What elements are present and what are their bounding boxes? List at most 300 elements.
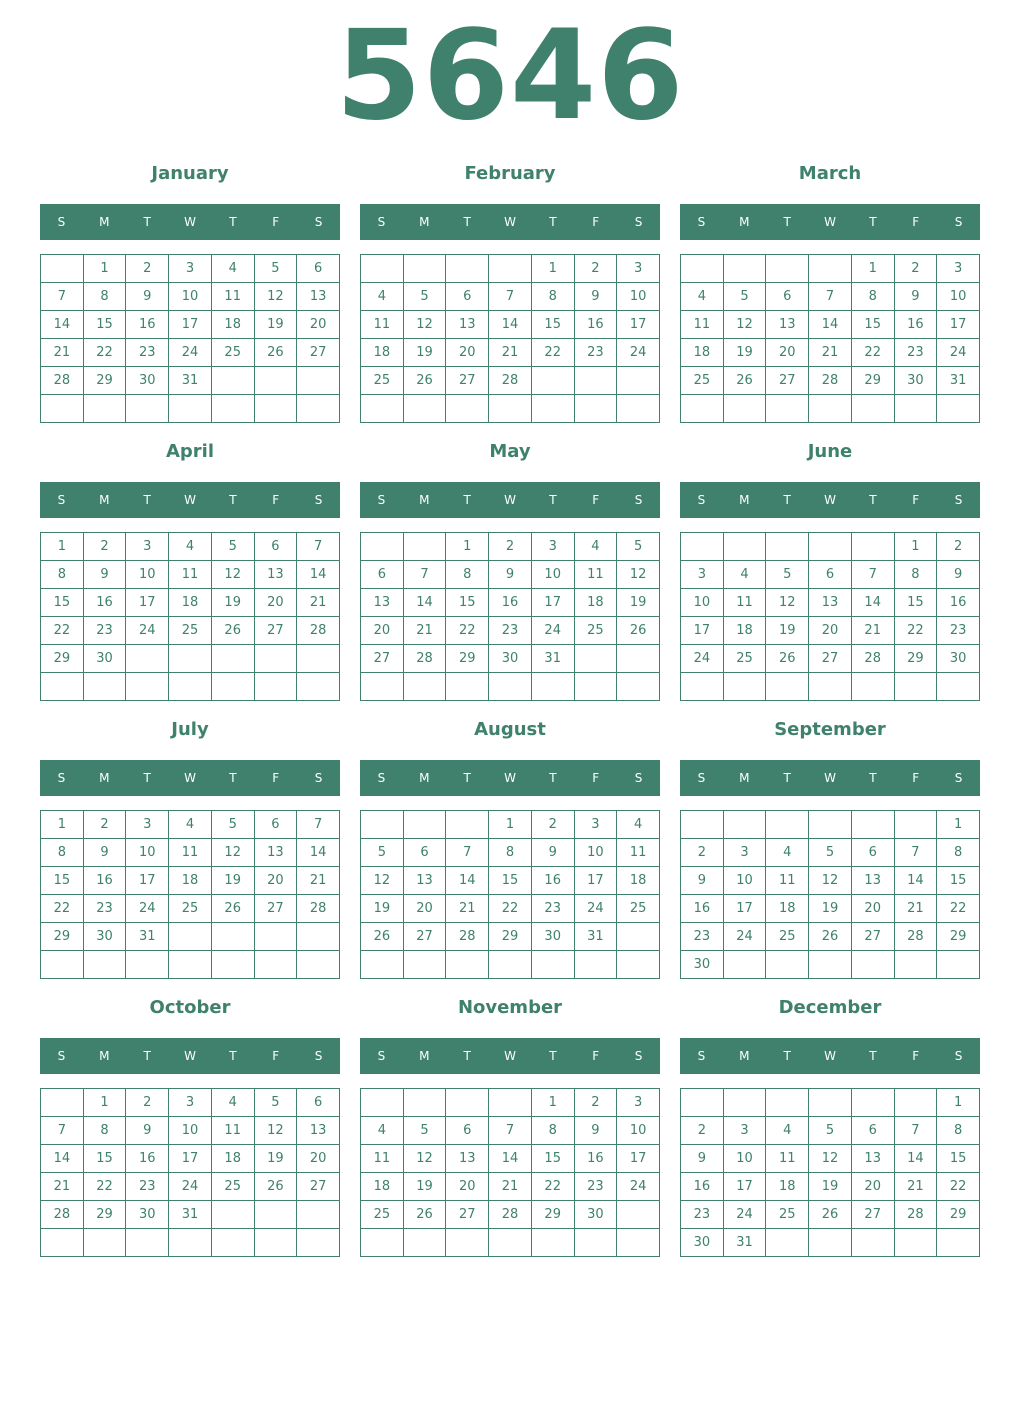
weekday-label: F (592, 771, 600, 785)
weekday-label: S (57, 215, 66, 229)
day-grid (360, 254, 660, 423)
day-cell: 30 (895, 367, 938, 395)
day-cell: 4 (766, 839, 809, 867)
day-cell (489, 395, 532, 423)
day-cell: 4 (212, 255, 255, 283)
weekday-label: T (783, 215, 791, 229)
day-cell (766, 811, 809, 839)
day-cell: 16 (575, 311, 618, 339)
day-cell: 18 (724, 617, 767, 645)
day-cell (297, 645, 340, 673)
day-cell: 30 (532, 923, 575, 951)
day-cell: 30 (681, 1229, 724, 1257)
weekday-label: M (739, 771, 750, 785)
day-cell (255, 1229, 298, 1257)
day-cell: 6 (446, 283, 489, 311)
day-cell: 13 (766, 311, 809, 339)
day-cell: 17 (617, 1145, 660, 1173)
day-cell: 29 (446, 645, 489, 673)
weekday-label: M (739, 1049, 750, 1063)
weekday-label: S (634, 493, 643, 507)
day-cell: 9 (575, 1117, 618, 1145)
month-name: July (171, 719, 209, 740)
day-cell (809, 1229, 852, 1257)
day-cell: 25 (212, 1173, 255, 1201)
month-name: September (774, 719, 886, 740)
day-cell: 17 (724, 895, 767, 923)
day-cell: 6 (404, 839, 447, 867)
day-cell (255, 645, 298, 673)
day-cell: 24 (575, 895, 618, 923)
day-cell (361, 1089, 404, 1117)
day-cell: 5 (617, 533, 660, 561)
day-cell (297, 1201, 340, 1229)
day-cell (937, 673, 980, 701)
day-cell: 25 (212, 339, 255, 367)
day-cell: 27 (255, 895, 298, 923)
day-cell: 5 (212, 811, 255, 839)
day-cell (575, 645, 618, 673)
weekday-label: T (549, 771, 557, 785)
day-cell: 8 (41, 561, 84, 589)
day-cell: 16 (489, 589, 532, 617)
day-cell (212, 673, 255, 701)
day-cell: 14 (809, 311, 852, 339)
day-cell: 23 (575, 1173, 618, 1201)
day-cell (724, 673, 767, 701)
day-cell: 30 (84, 923, 127, 951)
day-cell (404, 395, 447, 423)
day-cell: 11 (575, 561, 618, 589)
day-cell: 21 (489, 339, 532, 367)
day-cell: 9 (681, 867, 724, 895)
day-cell: 24 (724, 923, 767, 951)
day-cell (169, 1229, 212, 1257)
day-cell: 12 (766, 589, 809, 617)
weekday-label: T (869, 215, 877, 229)
month-name: February (464, 163, 556, 184)
day-cell: 25 (169, 617, 212, 645)
day-cell: 23 (681, 923, 724, 951)
day-cell (255, 673, 298, 701)
day-cell (41, 1089, 84, 1117)
day-cell (297, 673, 340, 701)
day-cell: 9 (575, 283, 618, 311)
weekday-label: S (377, 215, 386, 229)
day-cell: 24 (169, 1173, 212, 1201)
day-cell: 23 (126, 1173, 169, 1201)
day-cell (937, 1229, 980, 1257)
day-cell (617, 367, 660, 395)
weekday-label: M (99, 493, 110, 507)
weekday-label: T (549, 215, 557, 229)
day-cell: 14 (446, 867, 489, 895)
day-cell: 9 (489, 561, 532, 589)
day-cell: 8 (895, 561, 938, 589)
day-cell: 2 (84, 533, 127, 561)
day-cell: 9 (126, 1117, 169, 1145)
day-cell: 28 (895, 1201, 938, 1229)
day-cell: 23 (895, 339, 938, 367)
day-cell: 6 (297, 1089, 340, 1117)
day-cell: 16 (937, 589, 980, 617)
day-cell: 20 (852, 1173, 895, 1201)
day-cell: 19 (617, 589, 660, 617)
day-cell: 1 (895, 533, 938, 561)
day-cell: 14 (489, 311, 532, 339)
day-cell: 7 (297, 533, 340, 561)
day-cell: 13 (255, 839, 298, 867)
weekday-label: S (697, 771, 706, 785)
day-cell: 28 (446, 923, 489, 951)
day-cell: 26 (809, 1201, 852, 1229)
day-cell (809, 951, 852, 979)
month-name: December (778, 997, 882, 1018)
day-cell: 6 (361, 561, 404, 589)
day-cell: 20 (852, 895, 895, 923)
day-cell (126, 395, 169, 423)
day-cell (809, 533, 852, 561)
day-cell: 13 (297, 283, 340, 311)
month-name: October (149, 997, 231, 1018)
day-cell: 4 (361, 283, 404, 311)
day-cell (41, 951, 84, 979)
day-cell (895, 1229, 938, 1257)
day-grid (40, 810, 340, 979)
day-grid (40, 1088, 340, 1257)
year-title: 5646 (335, 4, 685, 148)
day-cell (937, 951, 980, 979)
day-cell: 5 (404, 1117, 447, 1145)
day-cell (766, 1089, 809, 1117)
day-cell: 8 (84, 1117, 127, 1145)
day-cell (255, 367, 298, 395)
day-cell: 29 (489, 923, 532, 951)
day-cell: 16 (575, 1145, 618, 1173)
weekday-label: M (99, 215, 110, 229)
day-cell: 23 (84, 895, 127, 923)
day-cell: 31 (169, 1201, 212, 1229)
day-cell: 1 (41, 811, 84, 839)
day-cell: 10 (724, 867, 767, 895)
weekday-label: S (314, 215, 323, 229)
day-cell: 20 (766, 339, 809, 367)
day-cell: 22 (489, 895, 532, 923)
day-cell: 14 (41, 311, 84, 339)
weekday-label: W (824, 1049, 836, 1063)
weekday-label: M (99, 771, 110, 785)
day-cell (617, 951, 660, 979)
day-cell: 11 (681, 311, 724, 339)
day-cell: 16 (84, 589, 127, 617)
day-cell: 2 (575, 255, 618, 283)
month-name: March (798, 163, 862, 184)
day-cell: 4 (617, 811, 660, 839)
day-cell: 6 (852, 1117, 895, 1145)
day-cell: 17 (169, 1145, 212, 1173)
day-cell: 31 (575, 923, 618, 951)
day-cell (212, 367, 255, 395)
day-grid (360, 1088, 660, 1257)
day-cell: 16 (681, 895, 724, 923)
day-cell (404, 811, 447, 839)
day-cell (446, 1089, 489, 1117)
day-cell: 15 (937, 867, 980, 895)
day-cell: 6 (446, 1117, 489, 1145)
day-cell: 8 (937, 1117, 980, 1145)
day-cell (84, 951, 127, 979)
weekday-label: T (463, 215, 471, 229)
day-cell: 16 (532, 867, 575, 895)
day-cell (361, 673, 404, 701)
day-cell: 11 (617, 839, 660, 867)
day-cell: 8 (532, 283, 575, 311)
day-cell (297, 923, 340, 951)
day-cell: 20 (404, 895, 447, 923)
weekday-label: T (783, 493, 791, 507)
day-cell: 25 (361, 1201, 404, 1229)
day-cell (766, 533, 809, 561)
day-cell: 19 (212, 867, 255, 895)
day-cell: 31 (937, 367, 980, 395)
day-cell (617, 673, 660, 701)
day-cell: 20 (297, 311, 340, 339)
day-cell: 2 (489, 533, 532, 561)
weekday-label: M (739, 493, 750, 507)
weekday-label: M (419, 1049, 430, 1063)
day-cell: 10 (681, 589, 724, 617)
day-cell: 14 (297, 561, 340, 589)
day-cell: 2 (532, 811, 575, 839)
day-cell: 2 (126, 255, 169, 283)
day-cell: 30 (126, 367, 169, 395)
day-cell: 29 (852, 367, 895, 395)
day-cell: 26 (212, 617, 255, 645)
day-cell: 13 (809, 589, 852, 617)
day-cell (532, 951, 575, 979)
day-cell: 20 (255, 867, 298, 895)
day-cell: 7 (41, 1117, 84, 1145)
weekday-header (360, 204, 660, 240)
day-cell: 31 (532, 645, 575, 673)
day-cell (41, 1229, 84, 1257)
day-cell: 10 (169, 283, 212, 311)
day-cell: 7 (404, 561, 447, 589)
day-cell (766, 255, 809, 283)
weekday-label: S (57, 1049, 66, 1063)
day-cell: 10 (126, 839, 169, 867)
day-cell: 5 (255, 255, 298, 283)
day-cell (297, 367, 340, 395)
day-cell: 20 (809, 617, 852, 645)
day-cell: 4 (766, 1117, 809, 1145)
day-cell: 23 (681, 1201, 724, 1229)
day-cell: 4 (681, 283, 724, 311)
day-cell (724, 1089, 767, 1117)
day-cell: 29 (41, 645, 84, 673)
day-cell (489, 951, 532, 979)
day-cell: 24 (126, 895, 169, 923)
day-cell (852, 1229, 895, 1257)
day-cell (575, 367, 618, 395)
day-cell (852, 533, 895, 561)
day-cell: 25 (724, 645, 767, 673)
day-cell: 27 (766, 367, 809, 395)
day-cell: 24 (937, 339, 980, 367)
day-cell: 26 (404, 1201, 447, 1229)
day-cell: 11 (724, 589, 767, 617)
weekday-label: S (377, 493, 386, 507)
day-cell: 4 (361, 1117, 404, 1145)
day-cell (361, 1229, 404, 1257)
day-grid (360, 532, 660, 701)
weekday-label: S (634, 1049, 643, 1063)
weekday-label: F (912, 215, 920, 229)
day-cell: 23 (937, 617, 980, 645)
day-cell (937, 395, 980, 423)
day-cell (852, 951, 895, 979)
day-cell: 20 (446, 1173, 489, 1201)
day-cell: 15 (41, 589, 84, 617)
day-cell (126, 645, 169, 673)
day-cell: 21 (895, 1173, 938, 1201)
day-cell: 20 (446, 339, 489, 367)
day-cell (617, 1201, 660, 1229)
day-cell: 5 (809, 839, 852, 867)
day-cell: 10 (617, 283, 660, 311)
day-cell: 14 (852, 589, 895, 617)
day-cell: 17 (126, 867, 169, 895)
day-cell: 11 (766, 1145, 809, 1173)
day-cell: 17 (724, 1173, 767, 1201)
day-cell: 22 (84, 1173, 127, 1201)
day-cell: 13 (852, 1145, 895, 1173)
day-cell: 17 (937, 311, 980, 339)
day-cell: 25 (169, 895, 212, 923)
day-cell: 14 (895, 1145, 938, 1173)
day-cell: 26 (255, 1173, 298, 1201)
day-cell: 26 (809, 923, 852, 951)
day-cell: 2 (575, 1089, 618, 1117)
day-cell: 8 (532, 1117, 575, 1145)
day-cell (361, 395, 404, 423)
day-cell: 15 (532, 311, 575, 339)
day-cell (255, 923, 298, 951)
day-cell: 24 (532, 617, 575, 645)
weekday-label: S (314, 771, 323, 785)
weekday-header (680, 760, 980, 796)
day-cell (809, 1089, 852, 1117)
day-cell: 28 (489, 1201, 532, 1229)
day-cell: 14 (404, 589, 447, 617)
day-cell: 17 (532, 589, 575, 617)
day-cell (169, 645, 212, 673)
day-cell (41, 255, 84, 283)
day-cell: 27 (852, 1201, 895, 1229)
weekday-label: T (143, 1049, 151, 1063)
day-cell: 9 (937, 561, 980, 589)
day-cell (681, 255, 724, 283)
day-cell: 3 (126, 533, 169, 561)
day-cell: 7 (297, 811, 340, 839)
day-cell: 9 (532, 839, 575, 867)
day-cell: 1 (937, 811, 980, 839)
day-cell: 27 (255, 617, 298, 645)
day-cell: 23 (489, 617, 532, 645)
day-cell: 17 (169, 311, 212, 339)
day-cell (361, 533, 404, 561)
day-cell: 19 (404, 1173, 447, 1201)
day-cell (681, 533, 724, 561)
day-cell (489, 673, 532, 701)
day-cell (297, 1229, 340, 1257)
weekday-label: W (824, 771, 836, 785)
day-cell (809, 255, 852, 283)
day-cell: 21 (297, 589, 340, 617)
day-cell: 9 (126, 283, 169, 311)
day-cell: 5 (212, 533, 255, 561)
day-cell: 16 (126, 311, 169, 339)
day-cell: 9 (84, 839, 127, 867)
day-cell: 21 (895, 895, 938, 923)
day-cell (852, 811, 895, 839)
day-cell: 26 (361, 923, 404, 951)
month-name: June (807, 441, 853, 462)
day-cell: 28 (895, 923, 938, 951)
day-cell: 4 (169, 533, 212, 561)
day-cell: 23 (532, 895, 575, 923)
day-cell: 21 (404, 617, 447, 645)
day-cell: 21 (809, 339, 852, 367)
day-cell: 26 (404, 367, 447, 395)
weekday-header (680, 204, 980, 240)
day-cell: 4 (212, 1089, 255, 1117)
day-cell: 4 (724, 561, 767, 589)
day-cell (446, 673, 489, 701)
day-cell (681, 1089, 724, 1117)
day-cell (169, 923, 212, 951)
day-cell: 28 (809, 367, 852, 395)
weekday-header (360, 1038, 660, 1074)
weekday-label: S (954, 215, 963, 229)
day-cell (404, 533, 447, 561)
day-cell: 12 (809, 867, 852, 895)
day-cell (126, 673, 169, 701)
day-grid (680, 254, 980, 423)
day-cell: 21 (41, 1173, 84, 1201)
weekday-label: F (272, 215, 280, 229)
day-cell: 29 (41, 923, 84, 951)
day-cell: 8 (446, 561, 489, 589)
day-grid (40, 532, 340, 701)
weekday-label: W (504, 771, 516, 785)
day-cell: 9 (681, 1145, 724, 1173)
day-cell: 2 (126, 1089, 169, 1117)
day-cell (212, 1229, 255, 1257)
day-cell: 23 (126, 339, 169, 367)
day-cell (895, 1089, 938, 1117)
month-name: August (474, 719, 546, 740)
day-cell: 14 (489, 1145, 532, 1173)
day-cell: 7 (895, 1117, 938, 1145)
day-cell: 31 (724, 1229, 767, 1257)
day-cell: 20 (361, 617, 404, 645)
weekday-label: T (229, 215, 237, 229)
day-cell: 12 (724, 311, 767, 339)
day-cell: 3 (169, 255, 212, 283)
day-cell: 22 (532, 339, 575, 367)
day-cell: 21 (489, 1173, 532, 1201)
